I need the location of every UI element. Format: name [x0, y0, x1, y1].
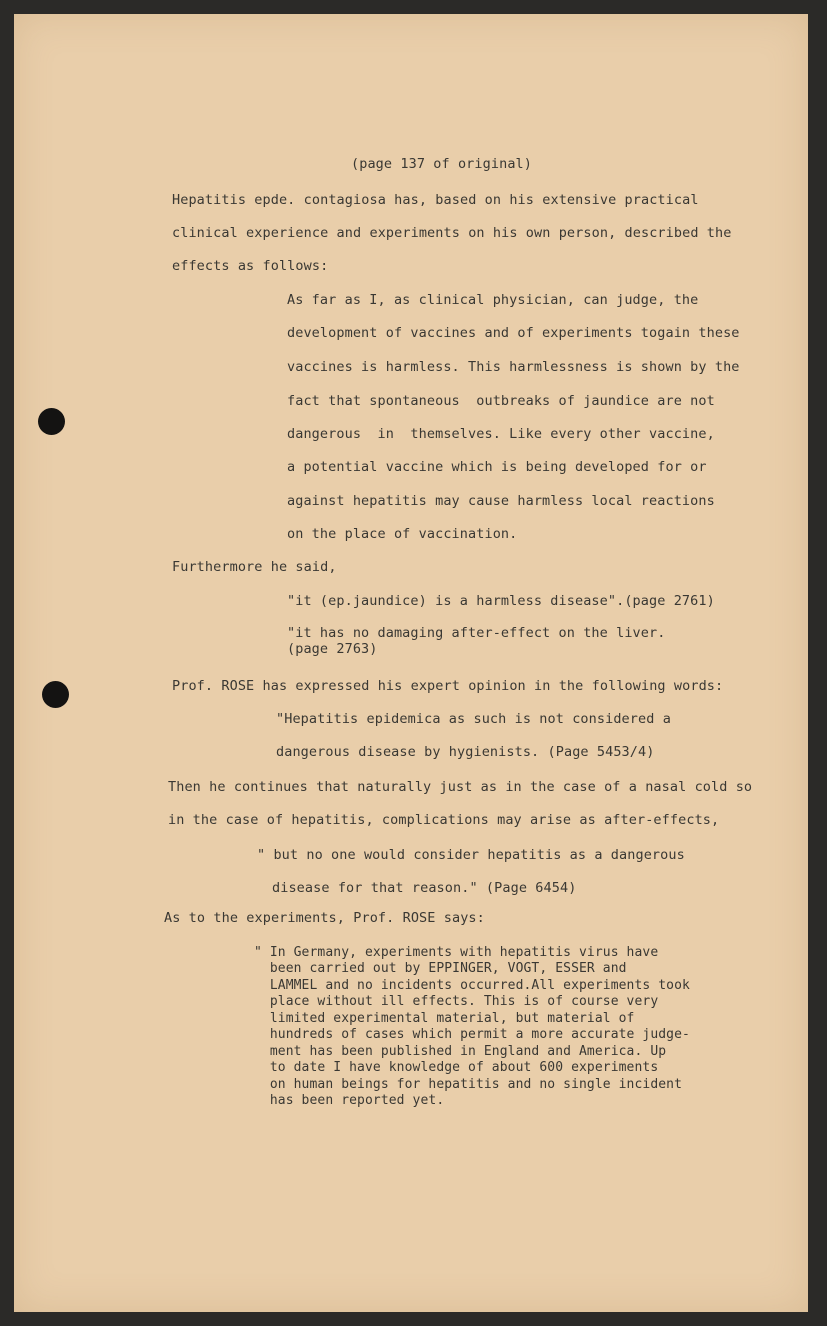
quote-line: fact that spontaneous outbreaks of jaundice are not — [287, 393, 715, 409]
paragraph-line: in the case of hepatitis, complications may arise as after-effects, — [168, 812, 720, 828]
quote-line: limited experimental material, but material of — [254, 1011, 635, 1026]
intro-line: clinical experience and experiments on his own person, described the — [172, 225, 732, 241]
quote-line: "it has no damaging after-effect on the liver. — [287, 625, 666, 641]
quote-line: on the place of vaccination. — [287, 526, 518, 542]
quote-line: a potential vaccine which is being developed for or — [287, 459, 707, 475]
document-page — [14, 14, 808, 1312]
paragraph-line: Prof. ROSE has expressed his expert opinion in the following words: — [172, 678, 724, 694]
quote-line: LAMMEL and no incidents occurred.All experiments took — [254, 978, 690, 993]
quote-line: "it (ep.jaundice) is a harmless disease".(page 2761) — [287, 593, 715, 609]
quote-line: disease for that reason." (Page 6454) — [272, 880, 577, 896]
punch-hole-bottom — [42, 681, 69, 708]
quote-line: dangerous in themselves. Like every other vaccine, — [287, 426, 715, 442]
paragraph-line: As to the experiments, Prof. ROSE says: — [164, 910, 485, 926]
quote-line: has been reported yet. — [254, 1093, 445, 1108]
quote-line: against hepatitis may cause harmless local reactions — [287, 493, 715, 509]
quote-line: to date I have knowledge of about 600 experiments — [254, 1060, 659, 1075]
quote-line: " In Germany, experiments with hepatitis virus have — [254, 945, 659, 960]
quote-line: (page 2763) — [287, 641, 378, 657]
quote-line: vaccines is harmless. This harmlessness is shown by the — [287, 359, 740, 375]
intro-line: effects as follows: — [172, 258, 329, 274]
page-header: (page 137 of original) — [351, 156, 533, 172]
quote-line: been carried out by EPPINGER, VOGT, ESSER and — [254, 961, 627, 976]
quote-line: dangerous disease by hygienists. (Page 5453/4) — [276, 744, 655, 760]
quote-line: place without ill effects. This is of course very — [254, 994, 659, 1009]
paragraph-line: Furthermore he said, — [172, 559, 337, 575]
punch-hole-top — [38, 408, 65, 435]
intro-line: Hepatitis epde. contagiosa has, based on his extensive practical — [172, 192, 699, 208]
quote-line: " but no one would consider hepatitis as a dangerous — [257, 847, 685, 863]
quote-line: ment has been published in England and America. Up — [254, 1044, 667, 1059]
quote-line: on human beings for hepatitis and no single incident — [254, 1077, 683, 1092]
quote-line: As far as I, as clinical physician, can judge, the — [287, 292, 699, 308]
quote-line: hundreds of cases which permit a more accurate judge- — [254, 1027, 690, 1042]
quote-line: "Hepatitis epidemica as such is not considered a — [276, 711, 671, 727]
paragraph-line: Then he continues that naturally just as in the case of a nasal cold so — [168, 779, 753, 795]
quote-line: development of vaccines and of experiments togain these — [287, 325, 740, 341]
